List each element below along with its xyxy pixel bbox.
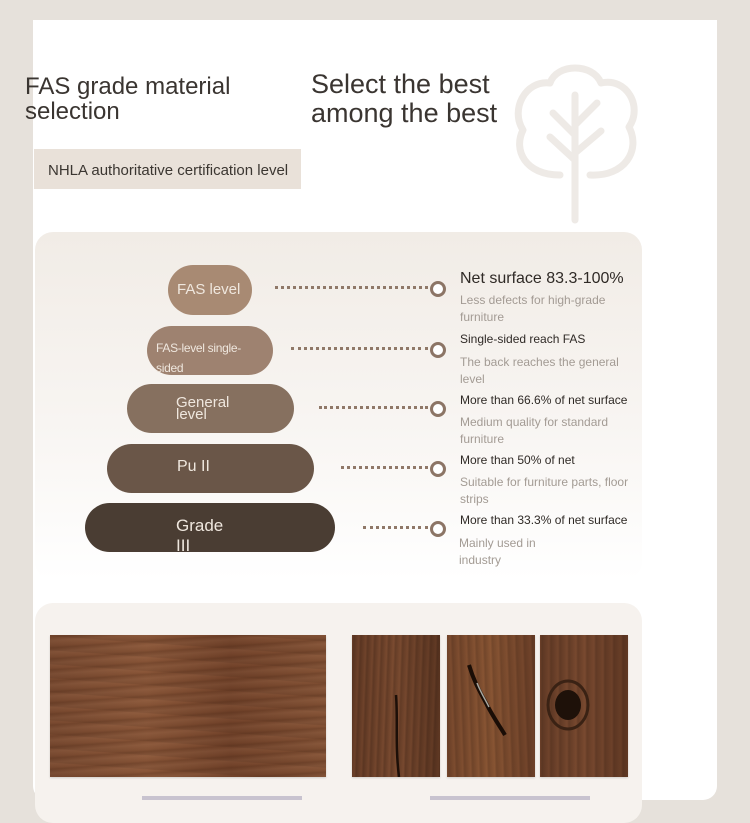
certification-text: NHLA authoritative certification level: [48, 162, 289, 179]
tree-icon: [505, 55, 645, 225]
grade-desc: Less defects for high-grade furniture: [460, 293, 606, 324]
grade-desc: The back reaches the general level: [460, 355, 619, 386]
ring-icon: [430, 342, 446, 358]
grade-pill-pu2: Pu II: [107, 444, 314, 493]
wood-sample-defect-knot: [540, 635, 628, 777]
tab-indicator: [142, 796, 302, 800]
ring-icon: [430, 461, 446, 477]
fas-heading: FAS grade material selection: [25, 73, 231, 125]
grade-pill-fas-single: FAS-level single-sided: [147, 326, 273, 375]
grade-title: More than 66.6% of net surface: [460, 393, 628, 407]
grade-title: More than 33.3% of net surface: [460, 513, 628, 527]
grade-desc: Mainly used in industry: [459, 536, 536, 567]
grade-title: More than 50% of net: [460, 453, 575, 467]
wood-sample-fas: [50, 635, 326, 777]
ring-icon: [430, 401, 446, 417]
grade-pill-fas: FAS level: [168, 265, 252, 315]
ring-icon: [430, 521, 446, 537]
connector-line: [319, 406, 428, 409]
grade-title: Net surface 83.3-100%: [460, 270, 624, 287]
grade-desc: Medium quality for standard furniture: [460, 415, 609, 446]
connector-line: [291, 347, 428, 350]
wood-sample-defect-split: [447, 635, 535, 777]
best-heading: Select the best among the best: [311, 69, 498, 128]
ring-icon: [430, 281, 446, 297]
grade-pill-grade3: Grade III: [85, 503, 335, 552]
wood-sample-defect-crack: [352, 635, 440, 777]
connector-line: [341, 466, 428, 469]
connector-line: [275, 286, 428, 289]
tab-indicator: [430, 796, 590, 800]
grade-pill-general: General level: [127, 384, 294, 433]
grade-desc: Suitable for furniture parts, floor strips: [460, 475, 629, 506]
grade-title: Single-sided reach FAS: [460, 332, 586, 346]
connector-line: [363, 526, 428, 529]
